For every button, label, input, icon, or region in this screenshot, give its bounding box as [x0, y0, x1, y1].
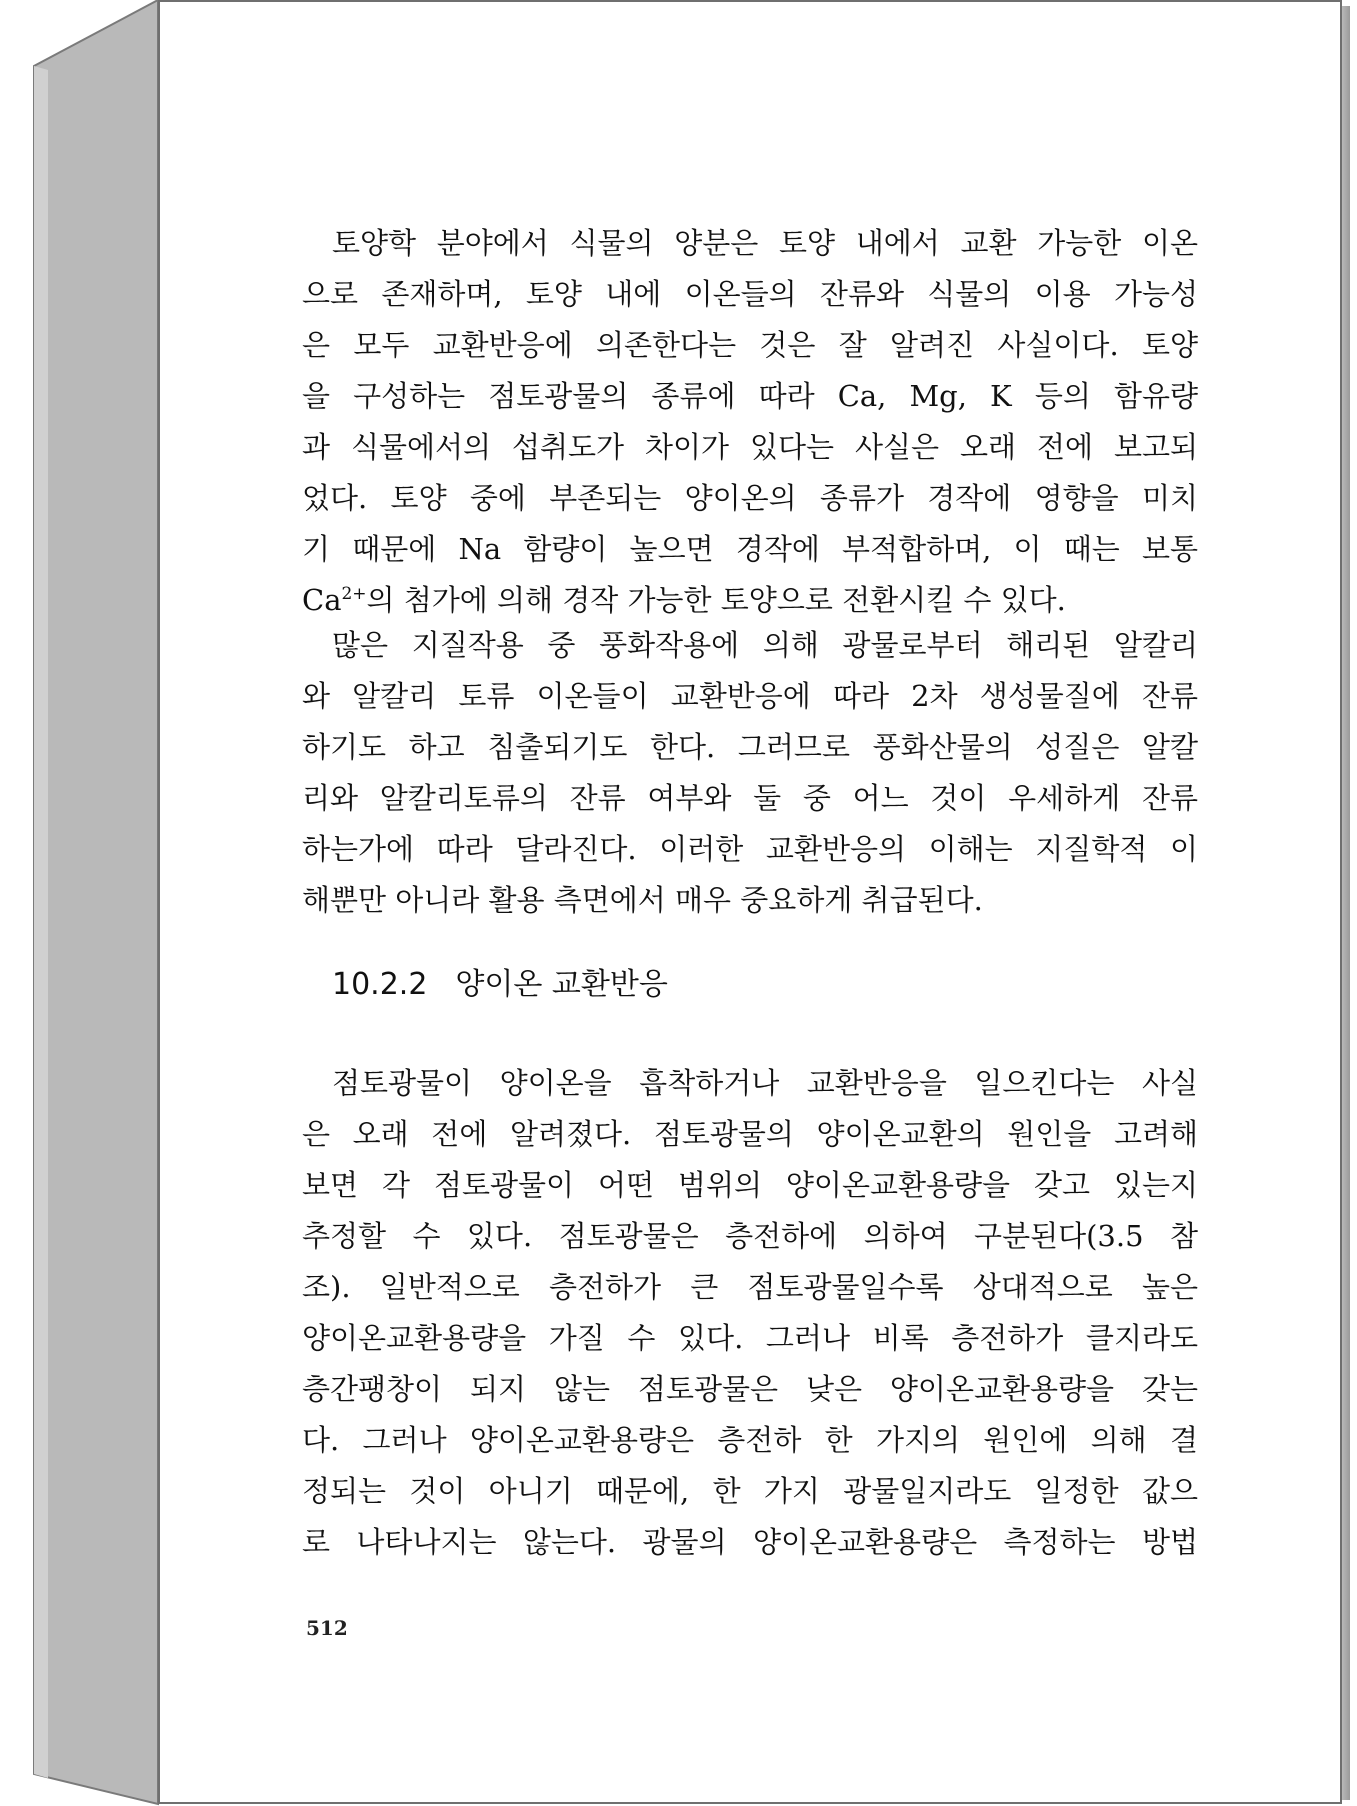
text-line: 보면 각 점토광물이 어떤 범위의 양이온교환용량을 갖고 있는지: [302, 1168, 1198, 1202]
chemical-symbol: Ca: [302, 583, 342, 617]
text-line: 하기도 하고 침출되기도 한다. 그러므로 풍화산물의 성질은 알칼: [302, 730, 1198, 764]
text-line: 과 식물에서의 섭취도가 차이가 있다는 사실은 오래 전에 보고되: [302, 430, 1198, 464]
section-heading: [332, 959, 668, 1003]
text-line: 다. 그러나 양이온교환용량은 층전하 한 가지의 원인에 의해 결: [302, 1423, 1198, 1457]
text-line: 은 모두 교환반응에 의존한다는 것은 잘 알려진 사실이다. 토양: [302, 328, 1198, 362]
page-number: 512: [306, 1616, 348, 1640]
text-line: 은 오래 전에 알려졌다. 점토광물의 양이온교환의 원인을 고려해: [302, 1117, 1198, 1151]
text-line: 추정할 수 있다. 점토광물은 층전하에 의하여 구분된다(3.5 참: [302, 1219, 1198, 1253]
text-line: 층간팽창이 되지 않는 점토광물은 낮은 양이온교환용량을 갖는: [302, 1372, 1198, 1406]
line-text: 의 첨가에 의해 경작 가능한 토양으로 전환시킬 수 있다.: [366, 583, 1066, 617]
text-line: 정되는 것이 아니기 때문에, 한 가지 광물일지라도 일정한 값으: [302, 1474, 1198, 1508]
text-line: 많은 지질작용 중 풍화작용에 의해 광물로부터 해리된 알칼리: [332, 628, 1198, 662]
text-line: 조). 일반적으로 층전하가 큰 점토광물일수록 상대적으로 높은: [302, 1270, 1198, 1304]
text-line: 었다. 토양 중에 부존되는 양이온의 종류가 경작에 영향을 미치: [302, 481, 1198, 515]
text-line: 와 알칼리 토류 이온들이 교환반응에 따라 2차 생성물질에 잔류: [302, 679, 1198, 713]
text-line: 해뿐만 아니라 활용 측면에서 매우 중요하게 취급된다.: [302, 883, 983, 917]
text-line: [302, 575, 1198, 626]
text-line: 점토광물이 양이온을 흡착하거나 교환반응을 일으킨다는 사실: [332, 1066, 1198, 1100]
text-line: 기 때문에 Na 함량이 높으면 경작에 부적합하며, 이 때는 보통: [302, 532, 1198, 566]
text-line: 토양학 분야에서 식물의 양분은 토양 내에서 교환 가능한 이온: [332, 226, 1198, 260]
section-number: 10.2.2: [332, 967, 428, 1002]
text-line: 양이온교환용량을 가질 수 있다. 그러나 비록 층전하가 클지라도: [302, 1321, 1198, 1355]
text-line: 하는가에 따라 달라진다. 이러한 교환반응의 이해는 지질학적 이: [302, 832, 1198, 866]
section-title: 양이온 교환반응: [455, 967, 668, 1002]
text-line: 으로 존재하며, 토양 내에 이온들의 잔류와 식물의 이용 가능성: [302, 277, 1198, 311]
text-line: 리와 알칼리토류의 잔류 여부와 둘 중 어느 것이 우세하게 잔류: [302, 781, 1198, 815]
charge-superscript: 2+: [341, 584, 367, 604]
text-line: 을 구성하는 점토광물의 종류에 따라 Ca, Mg, K 등의 함유량: [302, 379, 1198, 413]
paragraph-1: [302, 218, 1198, 626]
paragraph-3: [302, 1058, 1198, 1568]
book-page: [158, 0, 1342, 1804]
text-line: 로 나타나지는 않는다. 광물의 양이온교환용량은 측정하는 방법: [302, 1525, 1198, 1559]
paragraph-2: [302, 620, 1198, 926]
